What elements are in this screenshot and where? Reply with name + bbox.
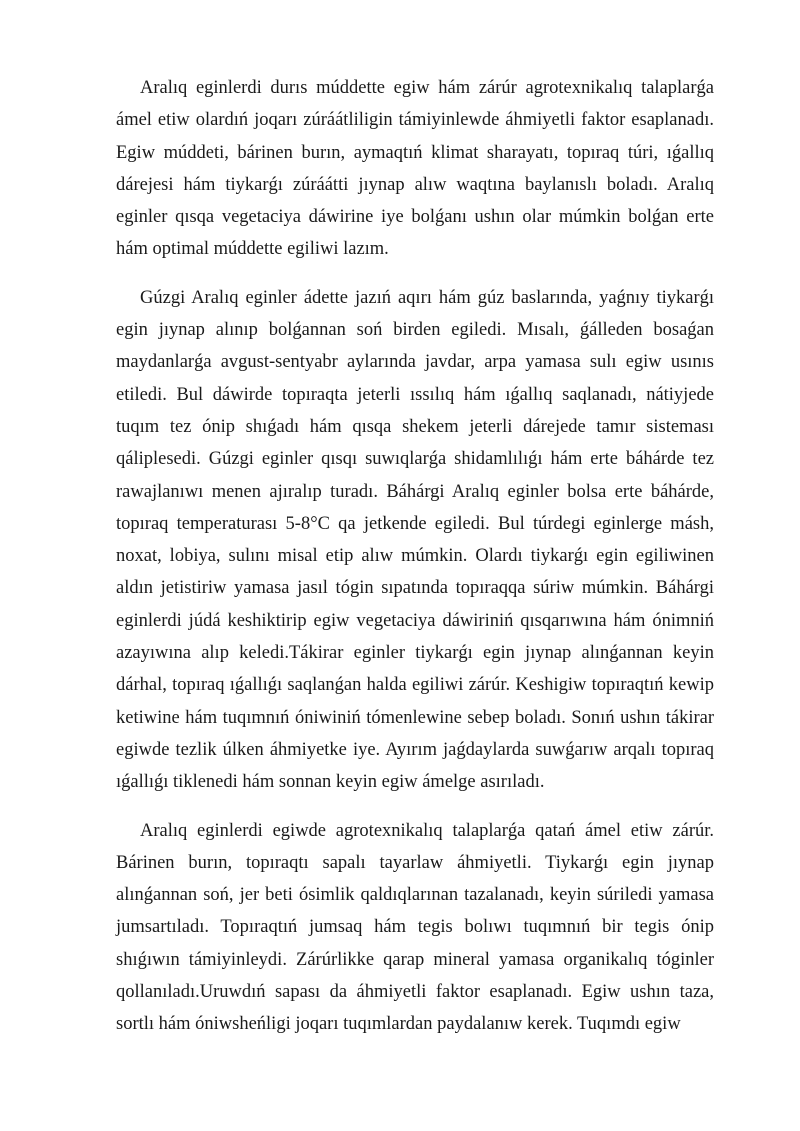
document-page: [116, 72, 714, 1057]
paragraph-autumn-spring-crops: Gúzgi Aralıq eginler ádette jazıń aqırı hám gúz baslarında, yaǵnıy tiykarǵı egin jıynap alınıp bolǵannan soń birden egiledi. Mısalı, ǵálleden bosaǵan maydanlarǵa avgust-sentyabr aylarında javdar, arpa yamasa sulı egiw usınıs etiledi. Bul dáwirde topıraqta jeterli ıssılıq hám ıǵallıq saqlanadı, nátiyjede tuqım tez ónip shıǵadı hám qısqa shekem jeterli dárejede tamır sisteması qáliplesedi. Gúzgi eginler qısqı suwıqlarǵa shidamlılıǵı hám erte báhárde tez rawajlanıwı menen ajıralıp turadı. Báhárgi Aralıq eginler bolsa erte báhárde, topıraq temperaturası 5-8°C qa jetkende egiledi. Bul túrdegi eginlerge másh, noxat, lobiya, sulını misal etip alıw múmkin. Olardı tiykarǵı egin egiliwinen aldın jetistiriw yamasa jasıl tógin sıpatında topıraqqa súriw múmkin. Báhárgi eginlerdi júdá keshiktirip egiw vegetaciya dáwiriniń qısqarıwına hám ónimniń azayıwına alıp keledi.Tákirar eginler tiykarǵı egin jıynap alınǵannan keyin dárhal, topıraq ıǵallıǵı saqlanǵan halda egiliwi zárúr. Keshigiw topıraqtıń kewip ketiwine hám tuqımnıń óniwiniń tómenlewine sebep boladı. Sonıń ushın tákirar egiwde tezlik úlken áhmiyetke iye. Ayırım jaǵdaylarda suwǵarıw arqalı topıraq ıǵallıǵı tiklenedi hám sonnan keyin egiw ámelge asırıladı.: [116, 287, 714, 793]
paragraph-agrotechnical-requirements: Aralıq eginlerdi egiwde agrotexnikalıq talaplarǵa qatań ámel etiw zárúr. Bárinen burın, topıraqtı sapalı tayarlaw áhmiyetli. Tiykarǵı egin jıynap alınǵannan soń, jer beti ósimlik qaldıqlarınan tazalanadı, keyin súriledi yamasa jumsartıladı. Topıraqtıń jumsaq hám tegis bolıwı tuqımnıń bir tegis ónip shıǵıwın támiyinleydi. Zárúrlikke qarap mineral yamasa organikalıq tóginler qollanıladı.Uruwdıń sapası da áhmiyetli faktor esaplanadı. Egiw ushın taza, sortlı hám óniwsheńligi joqarı tuqımlardan paydalanıw kerek. Tuqımdı egiw: [116, 820, 714, 1035]
paragraph-sowing-timing: Aralıq eginlerdi durıs múddette egiw hám zárúr agrotexnikalıq talaplarǵa ámel etiw olardıń joqarı zúráátliligin támiyinlewde áhmiyetli faktor esaplanadı. Egiw múddeti, bárinen burın, aymaqtıń klimat sharayatı, topıraq túri, ıǵallıq dárejesi hám tiykarǵı zúráátti jıynap alıw waqtına baylanıslı boladı. Aralıq eginler qısqa vegetaciya dáwirine iye bolǵanı ushın olar múmkin bolǵan erte hám optimal múddette egiliwi lazım.: [116, 78, 714, 260]
